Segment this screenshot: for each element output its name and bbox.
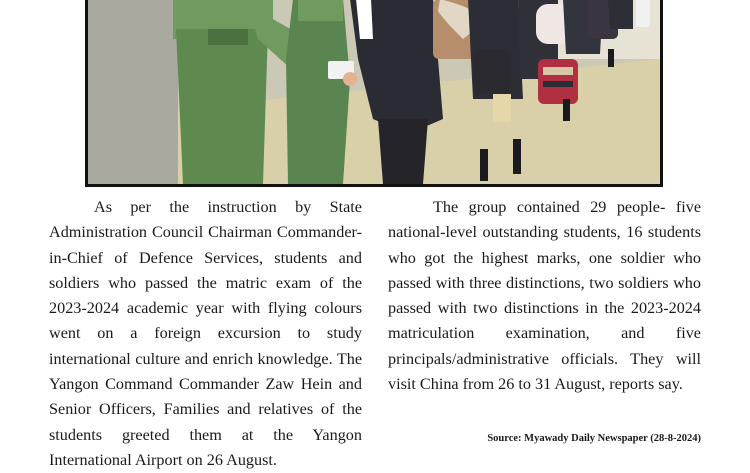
photo-left-wall bbox=[88, 0, 178, 184]
article-paragraph-left: As per the instruction by State Administration Council Chairman Commander-in-Chief of Defence Services, students and soldiers who passed the matric exam of the 2023-2024 academic year with flying colours went on a foreign excursion to study international culture and enrich knowledge. The Yangon Command Commander Zaw Hein and Senior Officers, Families and relatives of the students greeted them at the Yangon International Airport on 26 August. bbox=[49, 198, 362, 469]
officer-figure-2 bbox=[286, 0, 350, 184]
source-credit: Source: Myawady Daily Newspaper (28-8-2024) bbox=[487, 433, 701, 444]
airport-greeting-photo bbox=[88, 0, 660, 184]
article-column-right bbox=[388, 195, 701, 397]
news-photo bbox=[85, 0, 663, 187]
article-column-left bbox=[49, 195, 362, 473]
article-paragraph-right: The group contained 29 people- five national-level outstanding students, 16 students who got the highest marks, one soldier who passed with three distinctions, two soldiers who passed with two distinctions in the 2023-2024 matriculation examination, and five principals/administrative officials. They will visit China from 26 to 31 August, reports say. bbox=[388, 198, 701, 394]
